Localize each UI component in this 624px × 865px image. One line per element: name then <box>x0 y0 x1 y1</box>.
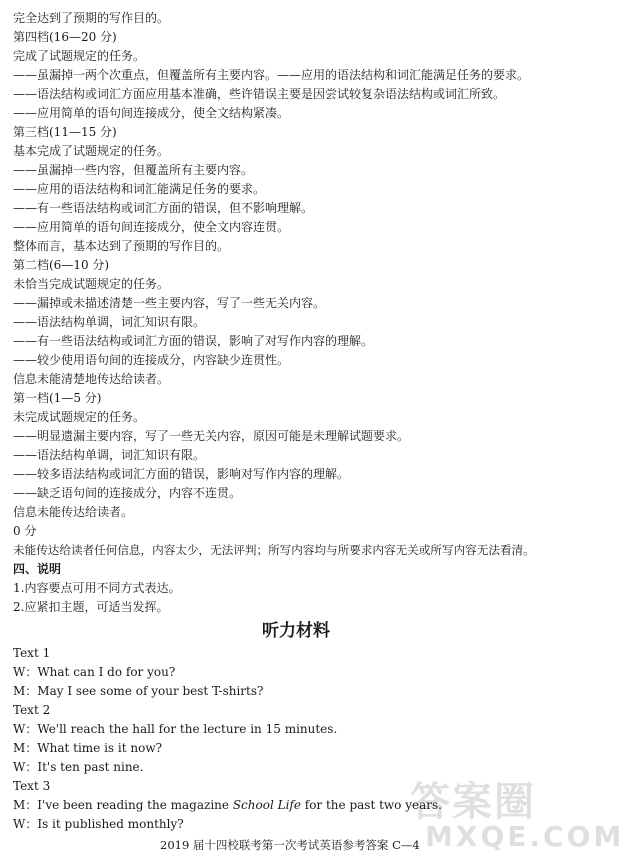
transcript-line <box>13 798 442 812</box>
text-line: 未恰当完成试题规定的任务。 <box>13 277 170 291</box>
transcript-line: Text 2 <box>13 703 51 717</box>
watermark-main-text: 答案圈 <box>410 779 536 825</box>
text-line: ——应用的语法结构和词汇能满足任务的要求。 <box>13 182 266 196</box>
text-line: ——较多语法结构或词汇方面的错误，影响对写作内容的理解。 <box>13 467 350 481</box>
transcript-line: M：May I see some of your best T-shirts? <box>13 684 264 698</box>
text-line: ——应用简单的语句间连接成分，使全文结构紧凑。 <box>13 106 290 120</box>
grade-heading: 第一档(1—5 分) <box>13 391 102 405</box>
grade-heading: 第四档(16—20 分) <box>13 30 117 44</box>
text-line: ——漏掉或未描述清楚一些主要内容，写了一些无关内容。 <box>13 296 326 310</box>
transcript-text: for the past two years. <box>300 798 442 812</box>
transcript-line: Text 1 <box>13 646 51 660</box>
notes-heading: 四、说明 <box>13 562 62 576</box>
text-line: ——虽漏掉一些内容，但覆盖所有主要内容。 <box>13 163 254 177</box>
text-line: 整体而言，基本达到了预期的写作目的。 <box>13 239 230 253</box>
text-line: 信息未能清楚地传达给读者。 <box>13 372 170 386</box>
transcript-line: W：It's ten past nine. <box>13 760 144 774</box>
text-line: 完全达到了预期的写作目的。 <box>13 11 170 25</box>
text-line: ——应用简单的语句间连接成分，使全文内容连贯。 <box>13 220 290 234</box>
text-line: ——语法结构或词汇方面应用基本准确，些许错误主要是因尝试较复杂语法结构或词汇所致。 <box>13 87 506 101</box>
text-line: 基本完成了试题规定的任务。 <box>13 144 170 158</box>
transcript-line: W：What can I do for you? <box>13 665 176 679</box>
text-line: 完成了试题规定的任务。 <box>13 49 146 63</box>
text-line: ——明显遗漏主要内容，写了一些无关内容，原因可能是未理解试题要求。 <box>13 429 410 443</box>
text-line: ——有一些语法结构或词汇方面的错误，影响了对写作内容的理解。 <box>13 334 374 348</box>
transcript-line: W：We'll reach the hall for the lecture in 15 minutes. <box>13 722 338 736</box>
transcript-line: W：Is it published monthly? <box>13 817 184 831</box>
transcript-text: M：I've been reading the magazine <box>13 798 233 812</box>
watermark-logo <box>410 770 624 860</box>
section-title: 听力材料 <box>262 621 330 641</box>
grade-heading: 第三档(11—15 分) <box>13 125 117 139</box>
grade-heading: 第二档(6—10 分) <box>13 258 110 272</box>
text-line: 2.应紧扣主题，可适当发挥。 <box>13 600 169 614</box>
text-line: ——较少使用语句间的连接成分，内容缺少连贯性。 <box>13 353 290 367</box>
text-line: ——有一些语法结构或词汇方面的错误，但不影响理解。 <box>13 201 314 215</box>
page-footer: 2019 届十四校联考第一次考试英语参考答案 C—4 <box>160 838 420 852</box>
text-line: 信息未能传达给读者。 <box>13 505 134 519</box>
text-line: ——缺乏语句间的连接成分，内容不连贯。 <box>13 486 242 500</box>
text-line: 1.内容要点可用不同方式表达。 <box>13 581 181 595</box>
magazine-title: School Life <box>232 798 301 812</box>
text-line: 未能传达给读者任何信息，内容太少，无法评判；所写内容均与所要求内容无关或所写内容无法看清。 <box>13 543 535 557</box>
text-line: 未完成试题规定的任务。 <box>13 410 146 424</box>
text-line: ——虽漏掉一两个次重点，但覆盖所有主要内容。——应用的语法结构和词汇能满足任务的要求。 <box>13 68 530 82</box>
watermark-sub-text: MXQE.COM <box>425 820 624 853</box>
transcript-line: Text 3 <box>13 779 51 793</box>
text-line: ——语法结构单调，词汇知识有限。 <box>13 315 206 329</box>
text-line: ——语法结构单调，词汇知识有限。 <box>13 448 206 462</box>
transcript-line: M：What time is it now? <box>13 741 163 755</box>
grade-heading: 0 分 <box>13 524 37 538</box>
